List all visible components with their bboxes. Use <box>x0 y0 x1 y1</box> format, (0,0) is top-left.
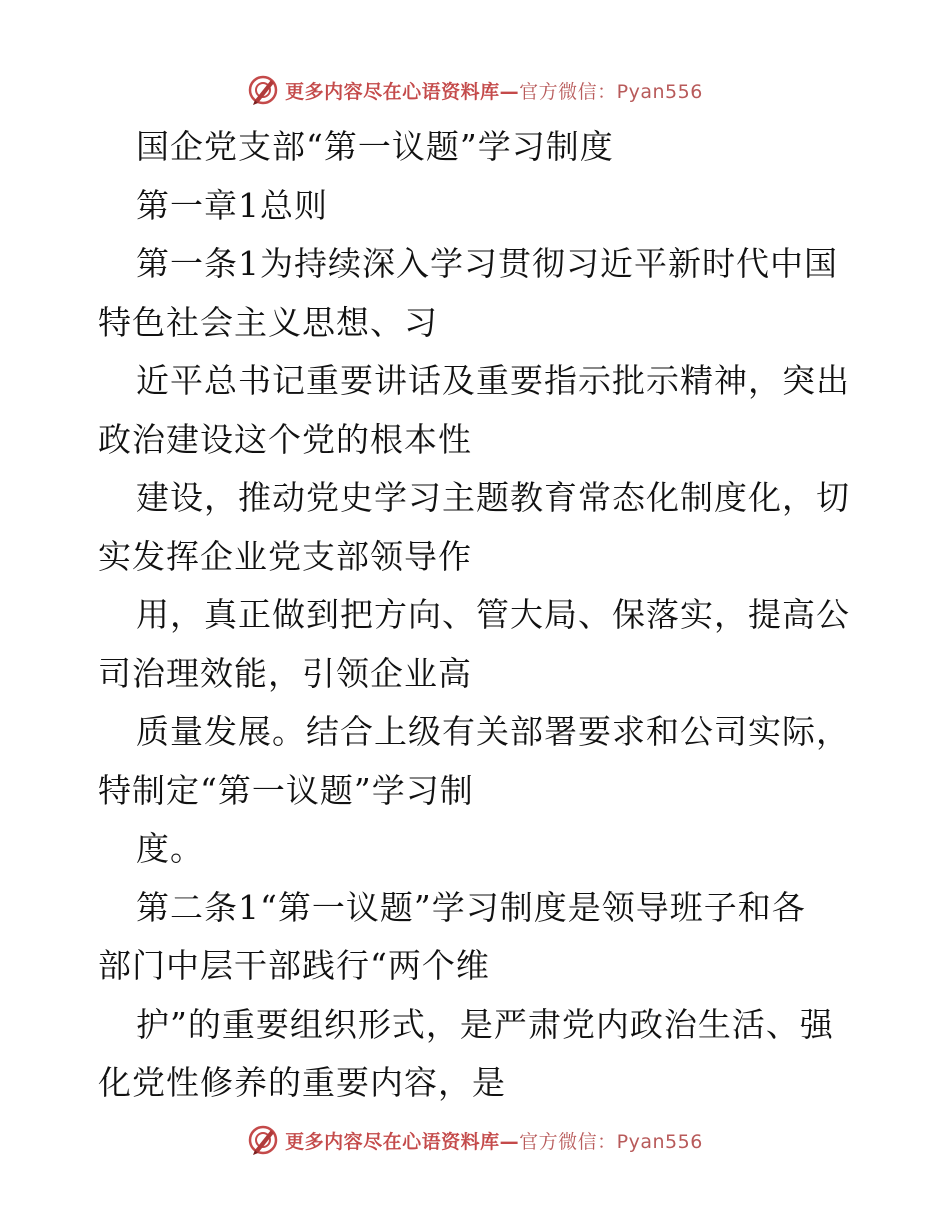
footer-watermark <box>0 1120 950 1160</box>
paragraph-line: 近平总书记重要讲话及重要指示批示精神，突出 <box>136 361 850 400</box>
paragraph-line: 化党性修养的重要内容，是 <box>98 1063 506 1102</box>
paragraph-line: 用，真正做到把方向、管大局、保落实，提高公 <box>136 595 850 634</box>
paragraph-line: 特制定“第一议题”学习制 <box>98 770 474 810</box>
paragraph-line: 第一条1为持续深入学习贯彻习近平新时代中国 <box>136 244 838 283</box>
pen-logo-icon <box>247 1124 279 1156</box>
watermark-text <box>285 77 703 104</box>
paragraph-line: 实发挥企业党支部领导作 <box>98 536 472 576</box>
header-watermark <box>0 70 950 110</box>
paragraph-line: 质量发展。结合上级有关部署要求和公司实际， <box>136 712 850 751</box>
paragraph-line: 建设，推动党史学习主题教育常态化制度化，切 <box>136 478 850 517</box>
paragraph-line: 部门中层干部践行“两个维 <box>98 946 490 985</box>
watermark-wechat: 官方微信：Pyan556 <box>519 80 703 103</box>
watermark-slogan: 更多内容尽在心语资料库— <box>285 1130 520 1153</box>
watermark-text <box>285 1127 703 1154</box>
pen-logo-icon <box>247 74 279 106</box>
paragraph-line: 护”的重要组织形式，是严肃党内政治生活、强 <box>136 1004 834 1044</box>
paragraph-line: 特色社会主义思想、习 <box>98 302 438 342</box>
paragraph-line: 第二条1“第一议题”学习制度是领导班子和各 <box>136 887 806 927</box>
paragraph-line: 度。 <box>136 829 204 868</box>
document-title: 国企党支部“第一议题”学习制度 <box>136 127 614 166</box>
chapter-heading: 第一章1总则 <box>136 185 328 225</box>
paragraph-line: 政治建设这个党的根本性 <box>98 419 472 459</box>
watermark-wechat: 官方微信：Pyan556 <box>519 1130 703 1153</box>
watermark-slogan: 更多内容尽在心语资料库— <box>285 80 520 103</box>
document-body <box>98 118 868 1113</box>
paragraph-line: 司治理效能，引领企业高 <box>98 653 472 693</box>
